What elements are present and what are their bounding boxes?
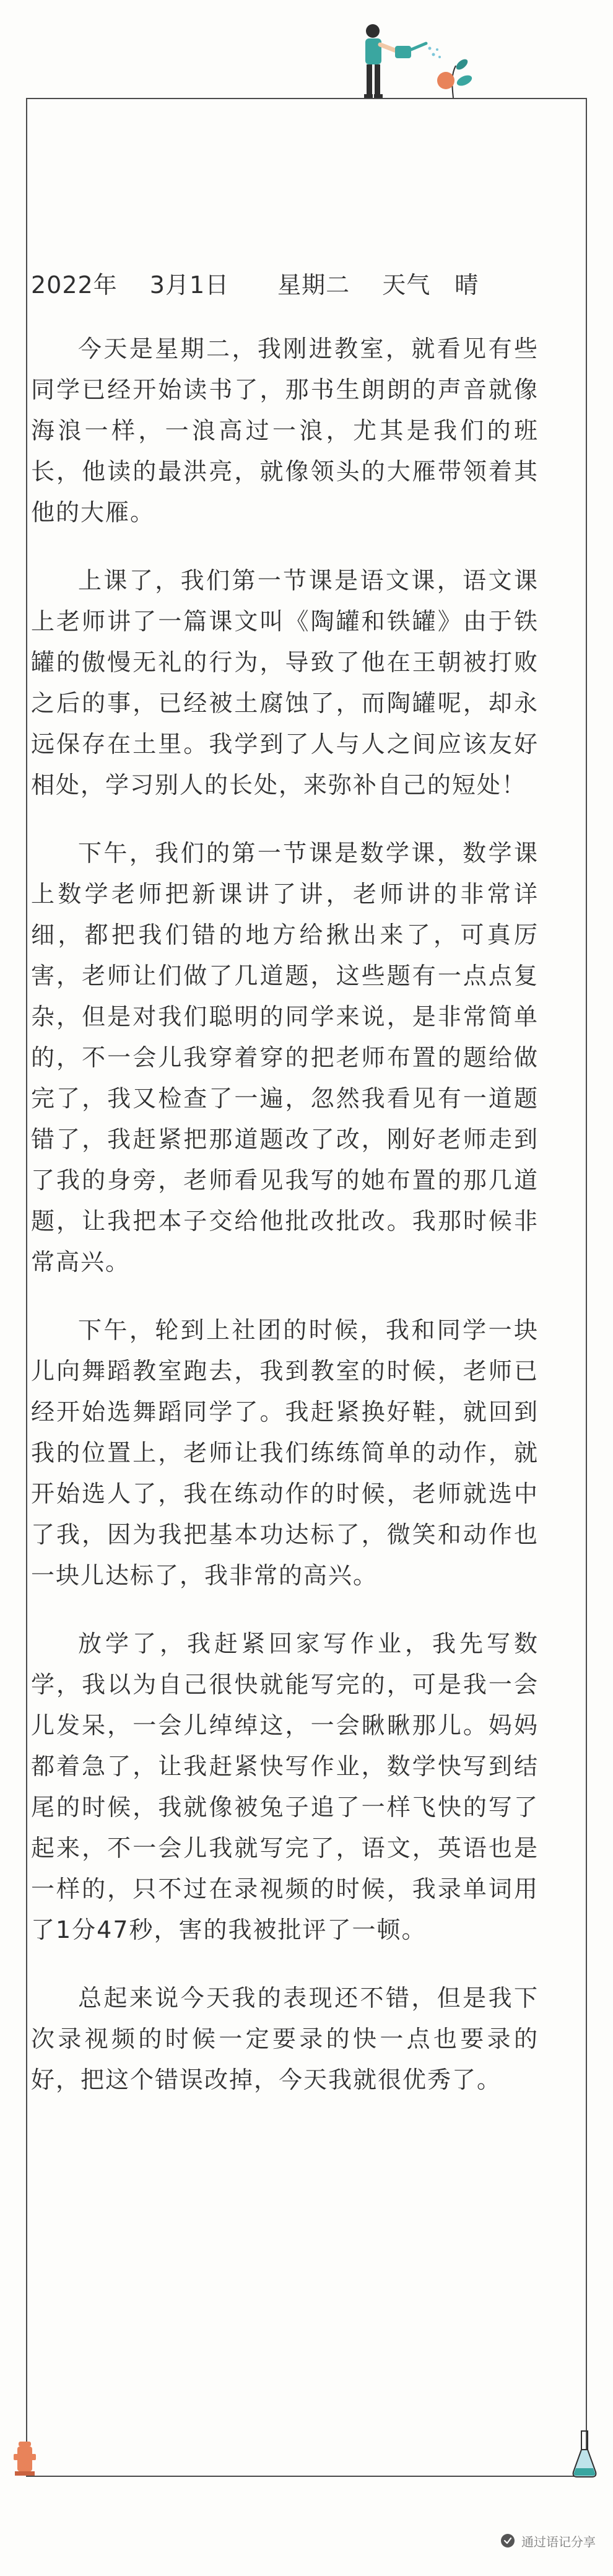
- diary-content: [31, 266, 539, 2127]
- paragraph-5: 放学了，我赶紧回家写作业，我先写数学，我以为自己很快就能写完的，可是我一会儿发呆，一会儿绰绰这，一会瞅瞅那儿。妈妈都着急了，让我赶紧快写作业，数学快写到结尾的时候，我就像被兔子追了一样飞快的写了起来，不一会儿我就写完了，语文，英语也是一样的，只不过在录视频的时候，我录单词用了1分47秒，害的我被批评了一顿。: [31, 1630, 539, 1943]
- yuji-app-icon: [500, 2533, 515, 2548]
- paragraph-3: 下午，我们的第一节课是数学课，数学课上数学老师把新课讲了讲，老师讲的非常详细，都把我们错的地方给揪出来了，可真厉害，老师让们做了几道题，这些题有一点点复杂，但是对我们聪明的同学来说，是非常简单的，不一会儿我穿着穿的把老师布置的题给做完了，我又检查了一遍，忽然我看见有一道题错了，我赶紧把那道题改了改，刚好老师走到了我的身旁，老师看见我写的她布置的那几道题，让我把本子交给他批改批改。我那时候非常高兴。: [31, 839, 539, 1276]
- paragraph-1: 今天是星期二，我刚进教室，就看见有些同学已经开始读书了，那书生朗朗的声音就像海浪一样，一浪高过一浪，尤其是我们的班长，他读的最洪亮，就像领头的大雁带领着其他的大雁。: [31, 335, 539, 526]
- paragraph-2: 上课了，我们第一节课是语文课，语文课上老师讲了一篇课文叫《陶罐和铁罐》由于铁罐的傲慢无礼的行为，导致了他在王朝被打败之后的事，已经被土腐蚀了，而陶罐呢，却永远保存在土里。我学到了人与人之间应该友好相处，学习别人的长处，来弥补自己的短处！: [31, 567, 539, 799]
- flask-icon: [571, 2429, 598, 2479]
- fire-hydrant-icon: [11, 2438, 38, 2477]
- share-footer: [500, 2530, 596, 2551]
- paragraph-4: 下午，轮到上社团的时候，我和同学一块儿向舞蹈教室跑去，我到教室的时候，老师已经开始选舞蹈同学了。我赶紧换好鞋，就回到我的位置上，老师让我们练练简单的动作，就开始选人了，我在练动作的时候，老师就选中了我，因为我把基本功达标了，微笑和动作也一块儿达标了，我非常的高兴。: [31, 1316, 539, 1589]
- share-footer-text: 通过语记分享: [521, 2535, 596, 2549]
- person-watering-plant-icon: [347, 19, 483, 105]
- paragraph-6: 总起来说今天我的表现还不错，但是我下次录视频的时候一定要录的快一点也要录的好，把这个错误改掉，今天我就很优秀了。: [31, 1984, 539, 2093]
- date-line: 2022年 3月1日 星期二 天气 晴: [31, 271, 479, 299]
